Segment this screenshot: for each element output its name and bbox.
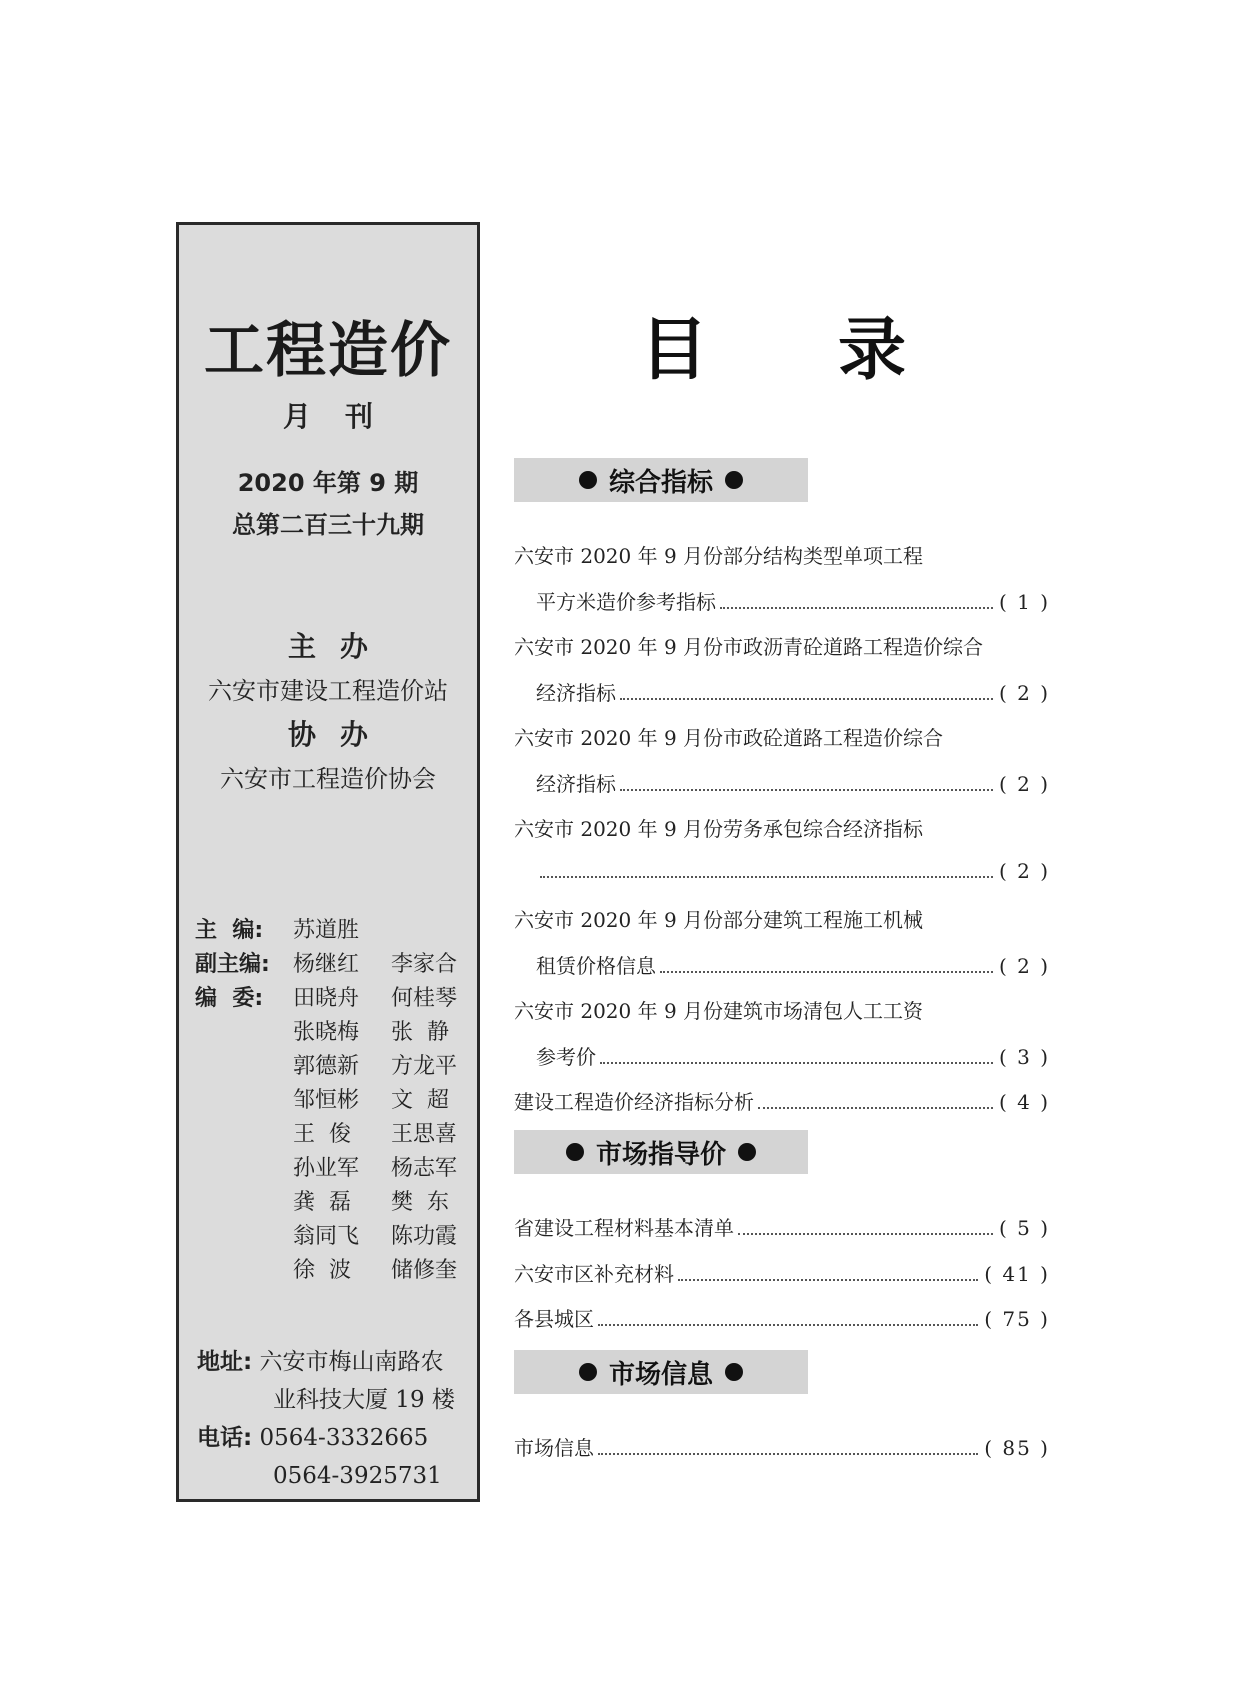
bullet-icon bbox=[566, 1143, 584, 1161]
toc-entry[interactable] bbox=[514, 1432, 1050, 1462]
toc-entry-title: 六安市区补充材料 bbox=[514, 1261, 674, 1286]
issue-total: 总第二百三十九期 bbox=[232, 511, 424, 539]
toc-entry[interactable] bbox=[514, 813, 1050, 843]
leader-dots bbox=[678, 1279, 978, 1281]
toc-section-header bbox=[514, 1350, 808, 1394]
host-name: 六安市建设工程造价站 bbox=[208, 677, 448, 705]
toc-page-number: ( 2 ) bbox=[998, 953, 1050, 978]
bullet-icon bbox=[725, 471, 743, 489]
staff-name: 方龙平 bbox=[391, 1054, 458, 1079]
toc-entry-title: 六安市 2020 年 9 月份部分结构类型单项工程 bbox=[514, 544, 924, 568]
bullet-icon bbox=[725, 1363, 743, 1381]
staff-row bbox=[195, 1015, 475, 1049]
toc-page-number: ( 3 ) bbox=[998, 1044, 1050, 1069]
staff-row bbox=[195, 981, 475, 1015]
toc-entry[interactable] bbox=[536, 768, 1050, 798]
phone-label: 电话: bbox=[197, 1425, 253, 1451]
co-host-name: 六安市工程造价协会 bbox=[220, 765, 436, 793]
toc-entry-title: 市场信息 bbox=[514, 1436, 594, 1460]
host-label: 主办 bbox=[287, 630, 392, 663]
phone-2: 0564-3925731 bbox=[273, 1463, 442, 1489]
toc-section-header bbox=[514, 458, 808, 502]
toc-entry[interactable] bbox=[514, 722, 1050, 752]
toc-entry[interactable] bbox=[536, 1041, 1050, 1071]
address-label: 地址: bbox=[197, 1349, 253, 1375]
leader-dots bbox=[540, 876, 993, 878]
journal-subtitle: 月刊 bbox=[282, 400, 407, 433]
staff-name: 王思喜 bbox=[391, 1122, 458, 1147]
staff-name: 张晓梅 bbox=[293, 1020, 360, 1045]
toc-section-title: 市场信息 bbox=[608, 1359, 713, 1390]
toc-entry[interactable] bbox=[514, 631, 1050, 661]
toc-entry-title: 六安市 2020 年 9 月份劳务承包综合经济指标 bbox=[514, 817, 924, 841]
staff-name: 苏道胜 bbox=[293, 918, 360, 943]
toc-entry-title: 省建设工程材料基本清单 bbox=[514, 1216, 734, 1240]
toc-page-number: ( 75 ) bbox=[984, 1307, 1050, 1331]
toc-entry-title: 经济指标 bbox=[536, 771, 616, 796]
toc-entry[interactable] bbox=[514, 1258, 1050, 1288]
staff-row bbox=[195, 913, 475, 947]
toc-section-header bbox=[514, 1130, 808, 1174]
leader-dots bbox=[660, 971, 993, 973]
staff-name: 孙业军 bbox=[293, 1156, 360, 1181]
staff-name: 文 超 bbox=[391, 1088, 449, 1113]
toc-entry[interactable] bbox=[536, 950, 1050, 980]
staff-row bbox=[195, 1083, 475, 1117]
toc-entry-title: 六安市 2020 年 9 月份市政沥青砼道路工程造价综合 bbox=[514, 635, 984, 659]
staff-name: 徐 波 bbox=[293, 1258, 351, 1283]
leader-dots bbox=[620, 698, 993, 700]
address-line2: 业科技大厦 19 楼 bbox=[273, 1387, 455, 1413]
staff-name: 王 俊 bbox=[293, 1122, 351, 1147]
toc-entry[interactable] bbox=[514, 904, 1050, 934]
staff-name: 张 静 bbox=[391, 1020, 449, 1045]
toc-entry[interactable] bbox=[536, 677, 1050, 707]
masthead-panel bbox=[176, 222, 480, 1502]
toc-section-title: 市场指导价 bbox=[595, 1139, 726, 1170]
staff-name: 樊 东 bbox=[391, 1190, 449, 1215]
staff-role: 编 委: bbox=[195, 986, 264, 1011]
leader-dots bbox=[598, 1324, 978, 1326]
contact-info bbox=[197, 1343, 477, 1495]
leader-dots bbox=[738, 1233, 993, 1235]
staff-name: 郭德新 bbox=[293, 1054, 360, 1079]
toc-page-number: ( 85 ) bbox=[984, 1436, 1050, 1460]
staff-name: 田晓舟 bbox=[293, 986, 360, 1011]
staff-role: 副主编: bbox=[195, 952, 270, 977]
co-host-label: 协办 bbox=[287, 718, 392, 751]
staff-row bbox=[195, 1049, 475, 1083]
bullet-icon bbox=[579, 1363, 597, 1381]
staff-name: 杨志军 bbox=[391, 1156, 458, 1181]
address-line1: 六安市梅山南路农 bbox=[259, 1349, 444, 1375]
toc-page-number: ( 2 ) bbox=[998, 680, 1050, 705]
leader-dots bbox=[600, 1062, 993, 1064]
toc-entry-title: 参考价 bbox=[536, 1044, 596, 1069]
leader-dots bbox=[620, 789, 993, 791]
staff-name: 杨继红 bbox=[293, 952, 360, 977]
staff-row bbox=[195, 1151, 475, 1185]
toc-entry[interactable] bbox=[514, 1212, 1050, 1242]
toc-page-number: ( 1 ) bbox=[998, 589, 1050, 614]
journal-title: 工程造价 bbox=[204, 316, 452, 386]
toc-entry-title: 各县城区 bbox=[514, 1307, 594, 1331]
toc-entry-title: 建设工程造价经济指标分析 bbox=[514, 1090, 754, 1114]
leader-dots bbox=[720, 607, 993, 609]
toc-page-number: ( 2 ) bbox=[998, 771, 1050, 796]
toc-page-number: ( 2 ) bbox=[998, 858, 1050, 883]
staff-name: 邹恒彬 bbox=[293, 1088, 360, 1113]
editorial-staff bbox=[195, 913, 475, 1287]
bullet-icon bbox=[579, 471, 597, 489]
leader-dots bbox=[758, 1107, 993, 1109]
toc-page-number: ( 41 ) bbox=[984, 1261, 1050, 1286]
staff-name: 储修奎 bbox=[391, 1258, 458, 1283]
toc-entry-title: 经济指标 bbox=[536, 680, 616, 705]
toc-entry-title: 租赁价格信息 bbox=[536, 953, 656, 978]
phone-1: 0564-3332665 bbox=[259, 1425, 429, 1451]
staff-name: 李家合 bbox=[391, 952, 458, 977]
toc-entry-title: 六安市 2020 年 9 月份建筑市场清包人工工资 bbox=[514, 999, 924, 1023]
toc-entry[interactable] bbox=[536, 586, 1050, 616]
staff-role: 主 编: bbox=[195, 918, 264, 943]
toc-entry[interactable] bbox=[536, 859, 1050, 889]
staff-name: 龚 磊 bbox=[293, 1190, 351, 1215]
staff-name: 陈功霞 bbox=[391, 1224, 458, 1249]
staff-row bbox=[195, 1219, 475, 1253]
staff-name: 何桂琴 bbox=[391, 986, 458, 1011]
toc-page-number: ( 5 ) bbox=[998, 1216, 1050, 1240]
issue-number: 2020 年第 9 期 bbox=[237, 469, 419, 497]
staff-name: 翁同飞 bbox=[293, 1224, 360, 1249]
staff-row bbox=[195, 1253, 475, 1287]
toc-entry-title: 六安市 2020 年 9 月份部分建筑工程施工机械 bbox=[514, 908, 924, 932]
toc-entry[interactable] bbox=[514, 1086, 1050, 1116]
toc-entry[interactable] bbox=[514, 540, 1050, 570]
toc-entry-title: 六安市 2020 年 9 月份市政砼道路工程造价综合 bbox=[514, 726, 944, 750]
staff-row bbox=[195, 1117, 475, 1151]
staff-row bbox=[195, 947, 475, 981]
toc-entry[interactable] bbox=[514, 1303, 1050, 1333]
toc-entry[interactable] bbox=[514, 995, 1050, 1025]
toc-section-title: 综合指标 bbox=[608, 467, 713, 498]
leader-dots bbox=[598, 1453, 978, 1455]
bullet-icon bbox=[738, 1143, 756, 1161]
toc-entry-title: 平方米造价参考指标 bbox=[536, 589, 716, 614]
toc-page-number: ( 4 ) bbox=[998, 1090, 1050, 1114]
toc-heading: 目录 bbox=[640, 311, 1037, 390]
staff-row bbox=[195, 1185, 475, 1219]
